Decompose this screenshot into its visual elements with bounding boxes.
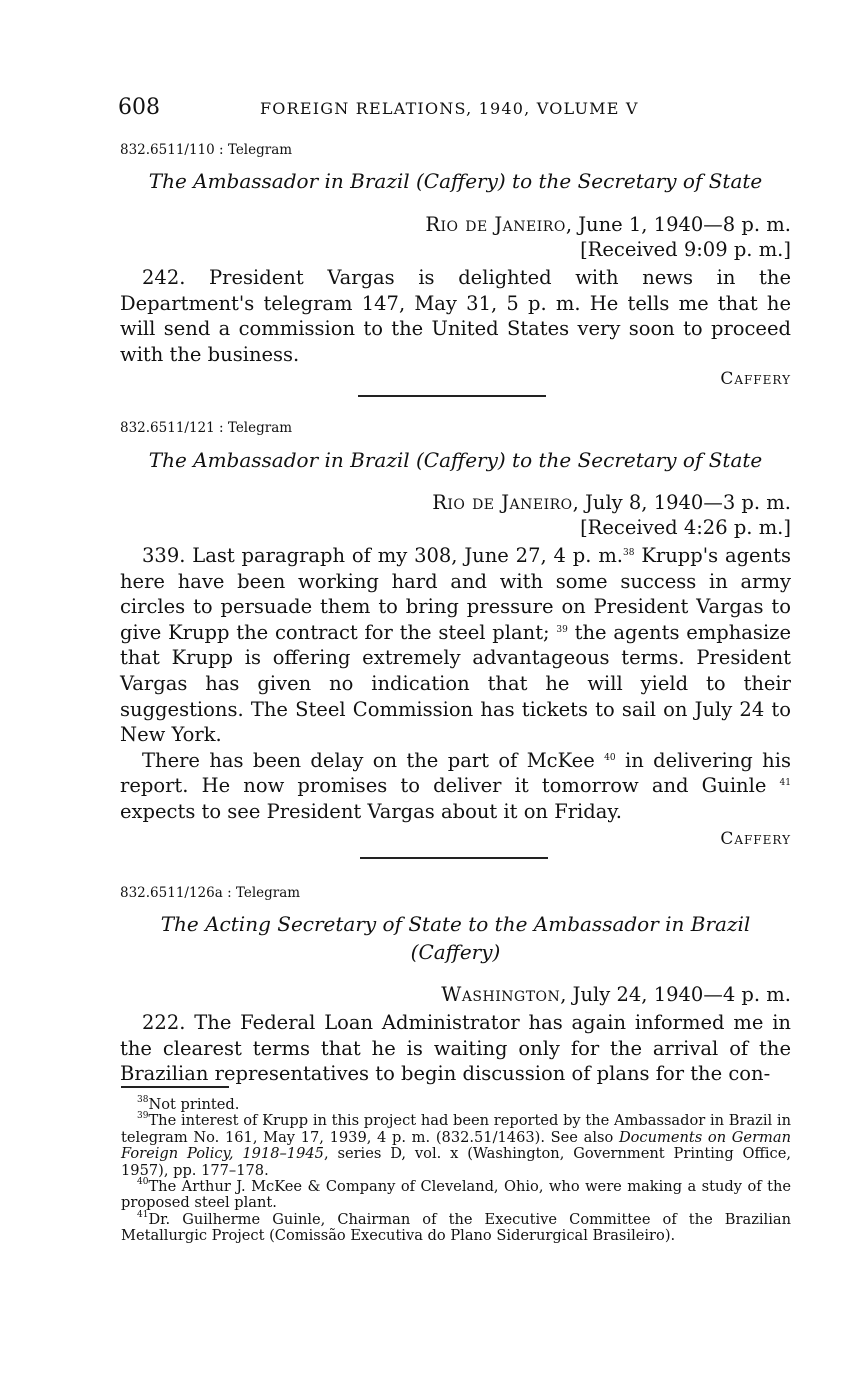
footnote-italic-title: Documents on German Foreign Policy, 1918–1945 [121, 1128, 791, 1163]
signature: Caffery [720, 369, 791, 390]
paragraph [120, 748, 791, 825]
footnote-number: 39 [137, 1111, 149, 1122]
place-name: Rio de Janeiro [432, 491, 573, 514]
text-run: expects to see President Vargas about it on Friday. [120, 799, 623, 823]
telegram-339 [120, 420, 791, 851]
page-number: 608 [118, 95, 160, 120]
telegram-222 [120, 885, 791, 1087]
text-run: the agents emphasize that Krupp is offering extremely advantageous terms. President Vargas has given no indication that he will yield to their suggestions. The Steel Commission has tickets to sail on July 24 to New York. [120, 620, 791, 747]
footnote-text: The Arthur J. McKee & Company of Cleveland, Ohio, who were making a study of the proposed steel plant. [121, 1178, 791, 1212]
text-run: 339. Last paragraph of my 308, June 27, 4 p. m. [142, 544, 624, 567]
footnote-number: 40 [137, 1177, 149, 1188]
received-time: [Received 9:09 p. m.] [580, 238, 791, 261]
running-title: FOREIGN RELATIONS, 1940, VOLUME V [260, 99, 639, 118]
received-time: [Received 4:26 p. m.] [580, 516, 791, 539]
footnote-39 [121, 1113, 791, 1179]
date: , July 24, 1940—4 p. m. [560, 983, 791, 1006]
footnote-text: , series D, vol. x (Washington, Government Printing Office, 1957), pp. 177–178. [121, 1145, 791, 1179]
section-separator [360, 857, 548, 859]
paragraph: 242. President Vargas is delighted with news in the Department's telegram 147, May 31, 5 p. m. He tells me that he will send a commission to the United States very soon to proceed with the business. [120, 266, 791, 366]
footnote-38 [121, 1097, 791, 1113]
footnote-number: 38 [137, 1095, 149, 1105]
text-run: Krupp's agents here have been working hard and with some success in army circles to persuade them to bring pressure on President Vargas to give Krupp the contract for the steel plant; [120, 544, 791, 644]
footnote-text: Not printed. [148, 1096, 240, 1113]
footnote-number: 41 [137, 1209, 149, 1220]
footnote-ref: 39 [556, 624, 568, 635]
document-title: The Acting Secretary of State to the Ambassador in Brazil (Caffery) [160, 912, 751, 964]
footnote-rule [121, 1086, 229, 1088]
section-separator [358, 395, 546, 397]
document-title: The Ambassador in Brazil (Caffery) to the Secretary of State [148, 448, 763, 472]
dateline [120, 982, 791, 1007]
file-reference: 832.6511/126a : Telegram [120, 885, 301, 901]
date: , July 8, 1940—3 p. m. [572, 491, 791, 514]
paragraph [120, 543, 791, 748]
document-title: The Ambassador in Brazil (Caffery) to the Secretary of State [148, 169, 763, 193]
footnote-text: Dr. Guilherme Guinle, Chairman of the Executive Committee of the Brazilian Metallurgic Project (Comissão Executiva do Plano Siderurgical Brasileiro). [121, 1210, 791, 1245]
file-reference: 832.6511/110 : Telegram [120, 142, 293, 158]
page-header [118, 95, 790, 125]
file-reference: 832.6511/121 : Telegram [120, 420, 293, 436]
place-name: Washington [441, 983, 561, 1006]
footnote-40 [121, 1179, 791, 1212]
dateline [120, 212, 791, 237]
footnote-41 [121, 1209, 791, 1245]
date: , June 1, 1940—8 p. m. [565, 213, 791, 236]
footnote-ref: 38 [623, 548, 635, 558]
footnote-ref: 41 [779, 778, 791, 789]
text-run: in delivering his report. He now promises to deliver it tomorrow and Guinle [120, 748, 791, 798]
telegram-242 [120, 142, 791, 391]
footnotes [121, 1097, 791, 1245]
place-name: Rio de Janeiro [425, 213, 566, 236]
footnote-text: The interest of Krupp in this project had been reported by the Ambassador in Brazil in telegram No. 161, May 17, 1939, 4 p. m. (832.51/1463). See also [121, 1112, 791, 1146]
signature: Caffery [720, 828, 791, 849]
paragraph: 222. The Federal Loan Administrator has again informed me in the clearest terms that he is waiting only for the arrival of the Brazilian representatives to begin discussion of plans for the con- [120, 1011, 791, 1086]
footnote-ref: 40 [604, 752, 616, 763]
text-run: There has been delay on the part of McKee [142, 748, 595, 772]
dateline [120, 490, 791, 515]
